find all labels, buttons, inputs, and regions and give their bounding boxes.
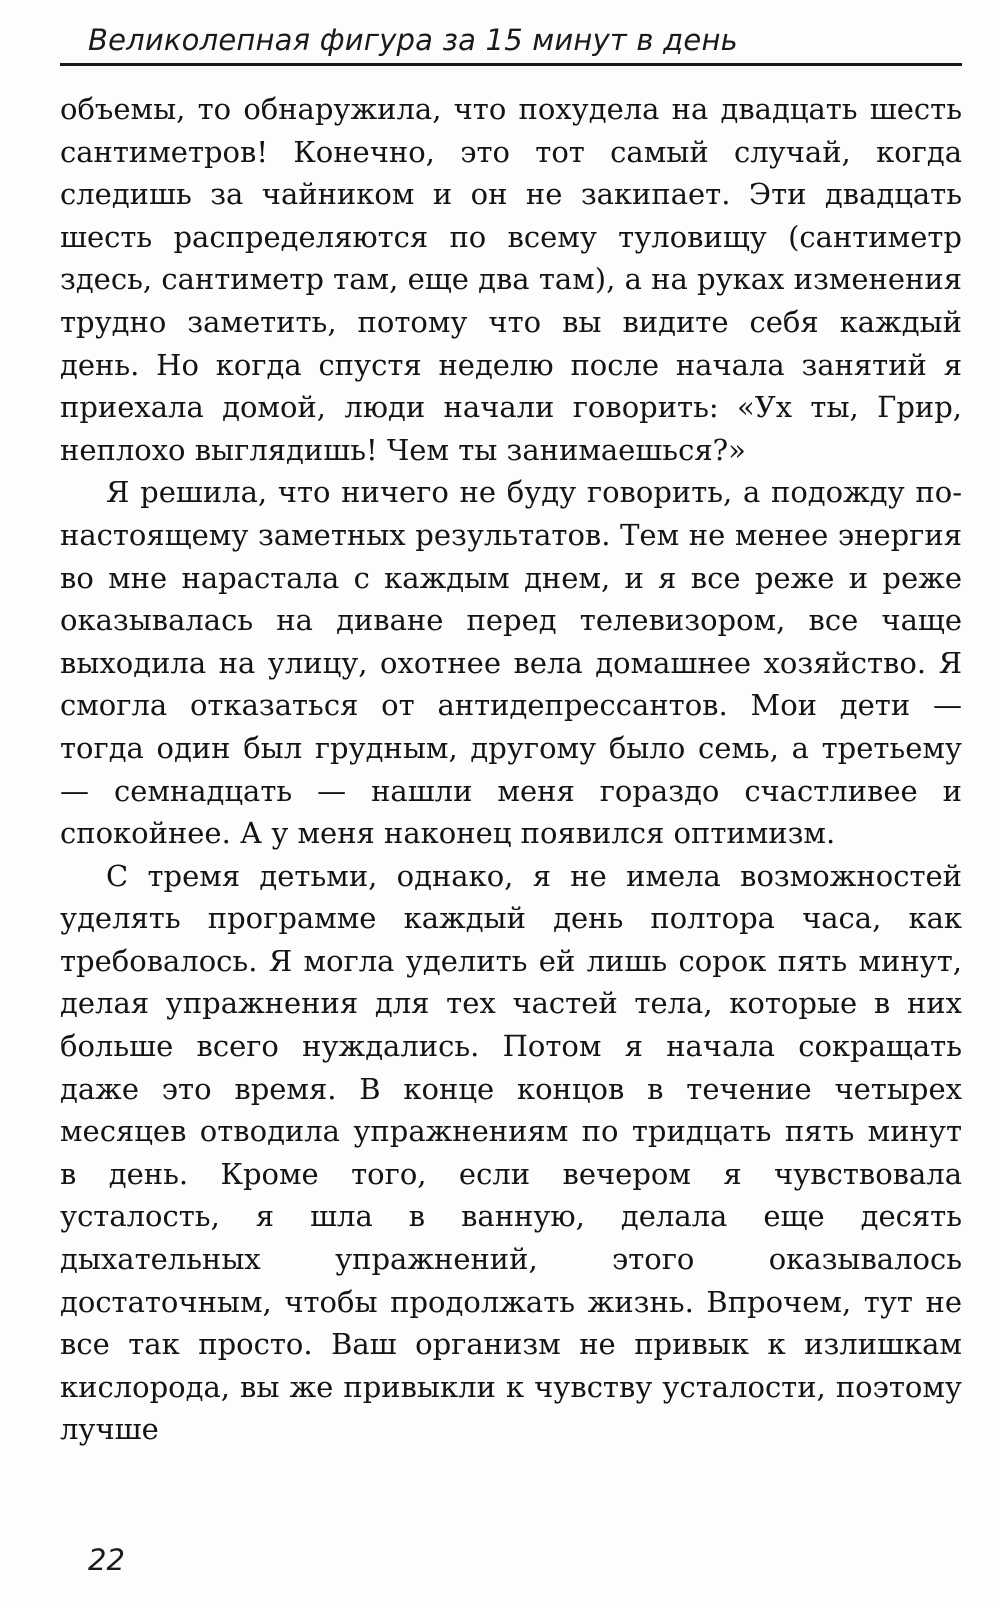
paragraph: С тремя детьми, однако, я не имела возможностей уделять программе каждый день полтора часа, как требовалось. Я могла уделить ей лишь сорок пять минут, делая упражнения для тех частей тела, которые в них больше всего нуждались. Потом я начала сокращать даже это время. В конце концов в течение четырех месяцев отводила упражнениям по тридцать пять минут в день. Кроме того, если вечером я чувствовала усталость, я шла в ванную, делала еще десять дыхательных упражнений, этого оказывалось достаточным, чтобы продолжать жизнь. Впрочем, тут не все так просто. Ваш организм не привык к излишкам кислорода, вы же привыкли к чувству усталости, поэтому лучше — [60, 858, 962, 1447]
body-text — [60, 88, 962, 1451]
paragraph-continued: объемы, то обнаружила, что похудела на двадцать шесть сантиметров! Конечно, это тот самый случай, когда следишь за чайником и он не закипает. Эти двадцать шесть распределяются по всему туловищу (сантиметр здесь, сантиметр там, еще два там), а на руках изменения трудно заметить, потому что вы видите себя каждый день. Но когда спустя неделю после начала занятий я приехала домой, люди начали говорить: «Ух ты, Грир, неплохо выглядишь! Чем ты занимаешься?» — [60, 92, 962, 467]
header-rule — [60, 63, 962, 66]
running-title: Великолепная фигура за 15 минут в день — [88, 23, 738, 57]
page-number: 22 — [88, 1543, 125, 1577]
paragraph: Я решила, что ничего не буду говорить, а подожду по-настоящему заметных результатов. Тем не менее энергия во мне нарастала с каждым днем, и я все реже и реже оказывалась на диване перед телевизором, все чаще выходила на улицу, охотнее вела домашнее хозяйство. Я смогла отказаться от антидепрессантов. Мои дети — тогда один был грудным, другому было семь, а третьему — семнадцать — нашли меня гораздо счастливее и спокойнее. А у меня наконец появился оптимизм. — [60, 475, 962, 851]
